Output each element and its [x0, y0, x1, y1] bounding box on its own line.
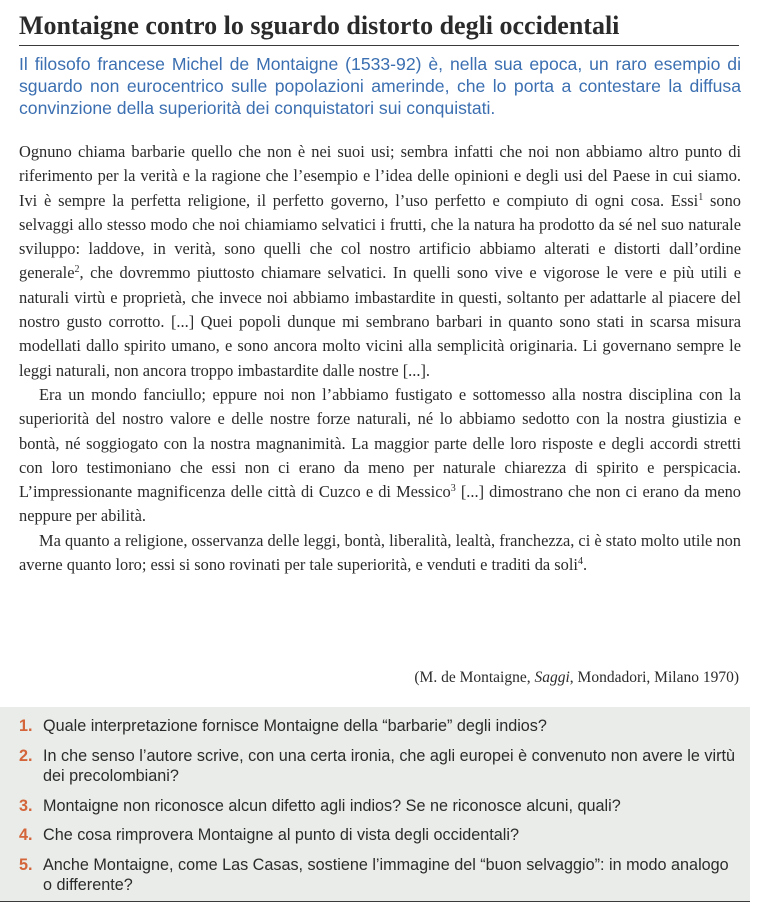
footnote-marker: 4 [577, 556, 583, 568]
source-citation: (M. de Montaigne, Saggi, Mondadori, Milano 1970) [414, 669, 739, 686]
question-text: In che senso l’autore scrive, con una certa ironia, che agli europei è convenuto non avere le virtù dei precolombiani? [43, 746, 735, 785]
excerpt-paragraph-1: Ognuno chiama barbarie quello che non è nei suoi usi; sembra infatti che noi non abbiamo altro punto di riferimento per la verità e la ragione che l’esempio e l’idea delle opinioni e degli usi del Paese in cui siamo. Ivi è sempre la perfetta religione, il perfetto governo, l’uso perfetto e compiuto di ogni cosa. Essi$^1$ sono selvaggi allo stesso modo che noi chiamiamo selvatici i frutti, che la natura ha prodotto da sé nel suo naturale sviluppo: laddove, in verità, sono quelli che col nostro artificio abbiamo alterati e distorti dall’ordine generale$^2$, che dovremmo piuttosto chiamare selvatici. In quelli sono vive e vigorose le vere e più utili e naturali virtù e proprietà, che invece noi abbiamo imbastardite in questi, soltanto per adattarle al piacere del nostro gusto corrotto. [...] Quei popoli dunque mi sembrano barbari in quanto sono stati in scarsa misura modellati dallo spirito umano, e sono ancora molto vicini alla semplicità originaria. Li governano sempre le leggi naturali, non ancora troppo imbastardite dalle nostre [...]. [19, 142, 741, 380]
question-text: Che cosa rimprovera Montaigne al punto di vista degli occidentali? [43, 826, 519, 844]
bottom-divider [0, 901, 750, 902]
question-item [19, 825, 735, 846]
question-number: 1. [19, 717, 33, 735]
question-number: 5. [19, 855, 33, 874]
footnote-marker: 1 [698, 191, 704, 203]
title-divider [19, 45, 739, 46]
excerpt-paragraph-3: Ma quanto a religione, osservanza delle leggi, bontà, liberalità, lealtà, franchezza, ci è stato molto utile non averne quanto loro; essi si sono rovinati per tale superiorità, e venduti e traditi da soli$^4$. [19, 530, 741, 575]
question-item [19, 796, 735, 817]
question-text: Anche Montaigne, come Las Casas, sostiene l’immagine del “buon selvaggio”: in modo analogo o differente? [43, 855, 729, 894]
footnote-marker: 2 [74, 264, 80, 276]
intro-paragraph: Il filosofo francese Michel de Montaigne (1533-92) è, nella sua epoca, un raro esempio di sguardo non eurocentrico sulle popolazioni amerinde, che lo porta a contestare la diffusa convinzione della superiorità dei conquistatori sui conquistati. [19, 54, 741, 118]
footnote-marker: 3 [450, 483, 456, 495]
questions-box [0, 707, 750, 902]
question-list [19, 716, 735, 905]
question-number: 4. [19, 826, 33, 844]
question-number: 2. [19, 746, 33, 765]
question-item [19, 746, 735, 787]
excerpt-paragraph-2: Era un mondo fanciullo; eppure noi non l’abbiamo fustigato e sottomesso alla nostra disciplina con la superiorità del nostro valore e delle nostre forze naturali, né lo abbiamo sedotto con la nostra giustizia e bontà, né soggiogato con la nostra magnanimità. La maggior parte delle loro risposte e degli accordi stretti con loro testimoniano che essi non ci erano da meno per naturale chiarezza di spirito e perspicacia. L’impressionante magnificenza delle città di Cuzco e di Messico$^3$ [...] dimostrano che non ci erano da meno neppure per abilità. [19, 384, 741, 526]
excerpt-body [19, 140, 741, 577]
question-item [19, 716, 735, 737]
question-number: 3. [19, 796, 33, 815]
question-item [19, 855, 735, 896]
work-title: Saggi [534, 669, 570, 686]
question-text: Montaigne non riconosce alcun difetto agli indios? Se ne riconosce alcuni, quali? [43, 796, 621, 815]
question-text: Quale interpretazione fornisce Montaigne della “barbarie” degli indios? [43, 717, 547, 735]
page-title: Montaigne contro lo sguardo distorto degli occidentali [19, 11, 620, 40]
